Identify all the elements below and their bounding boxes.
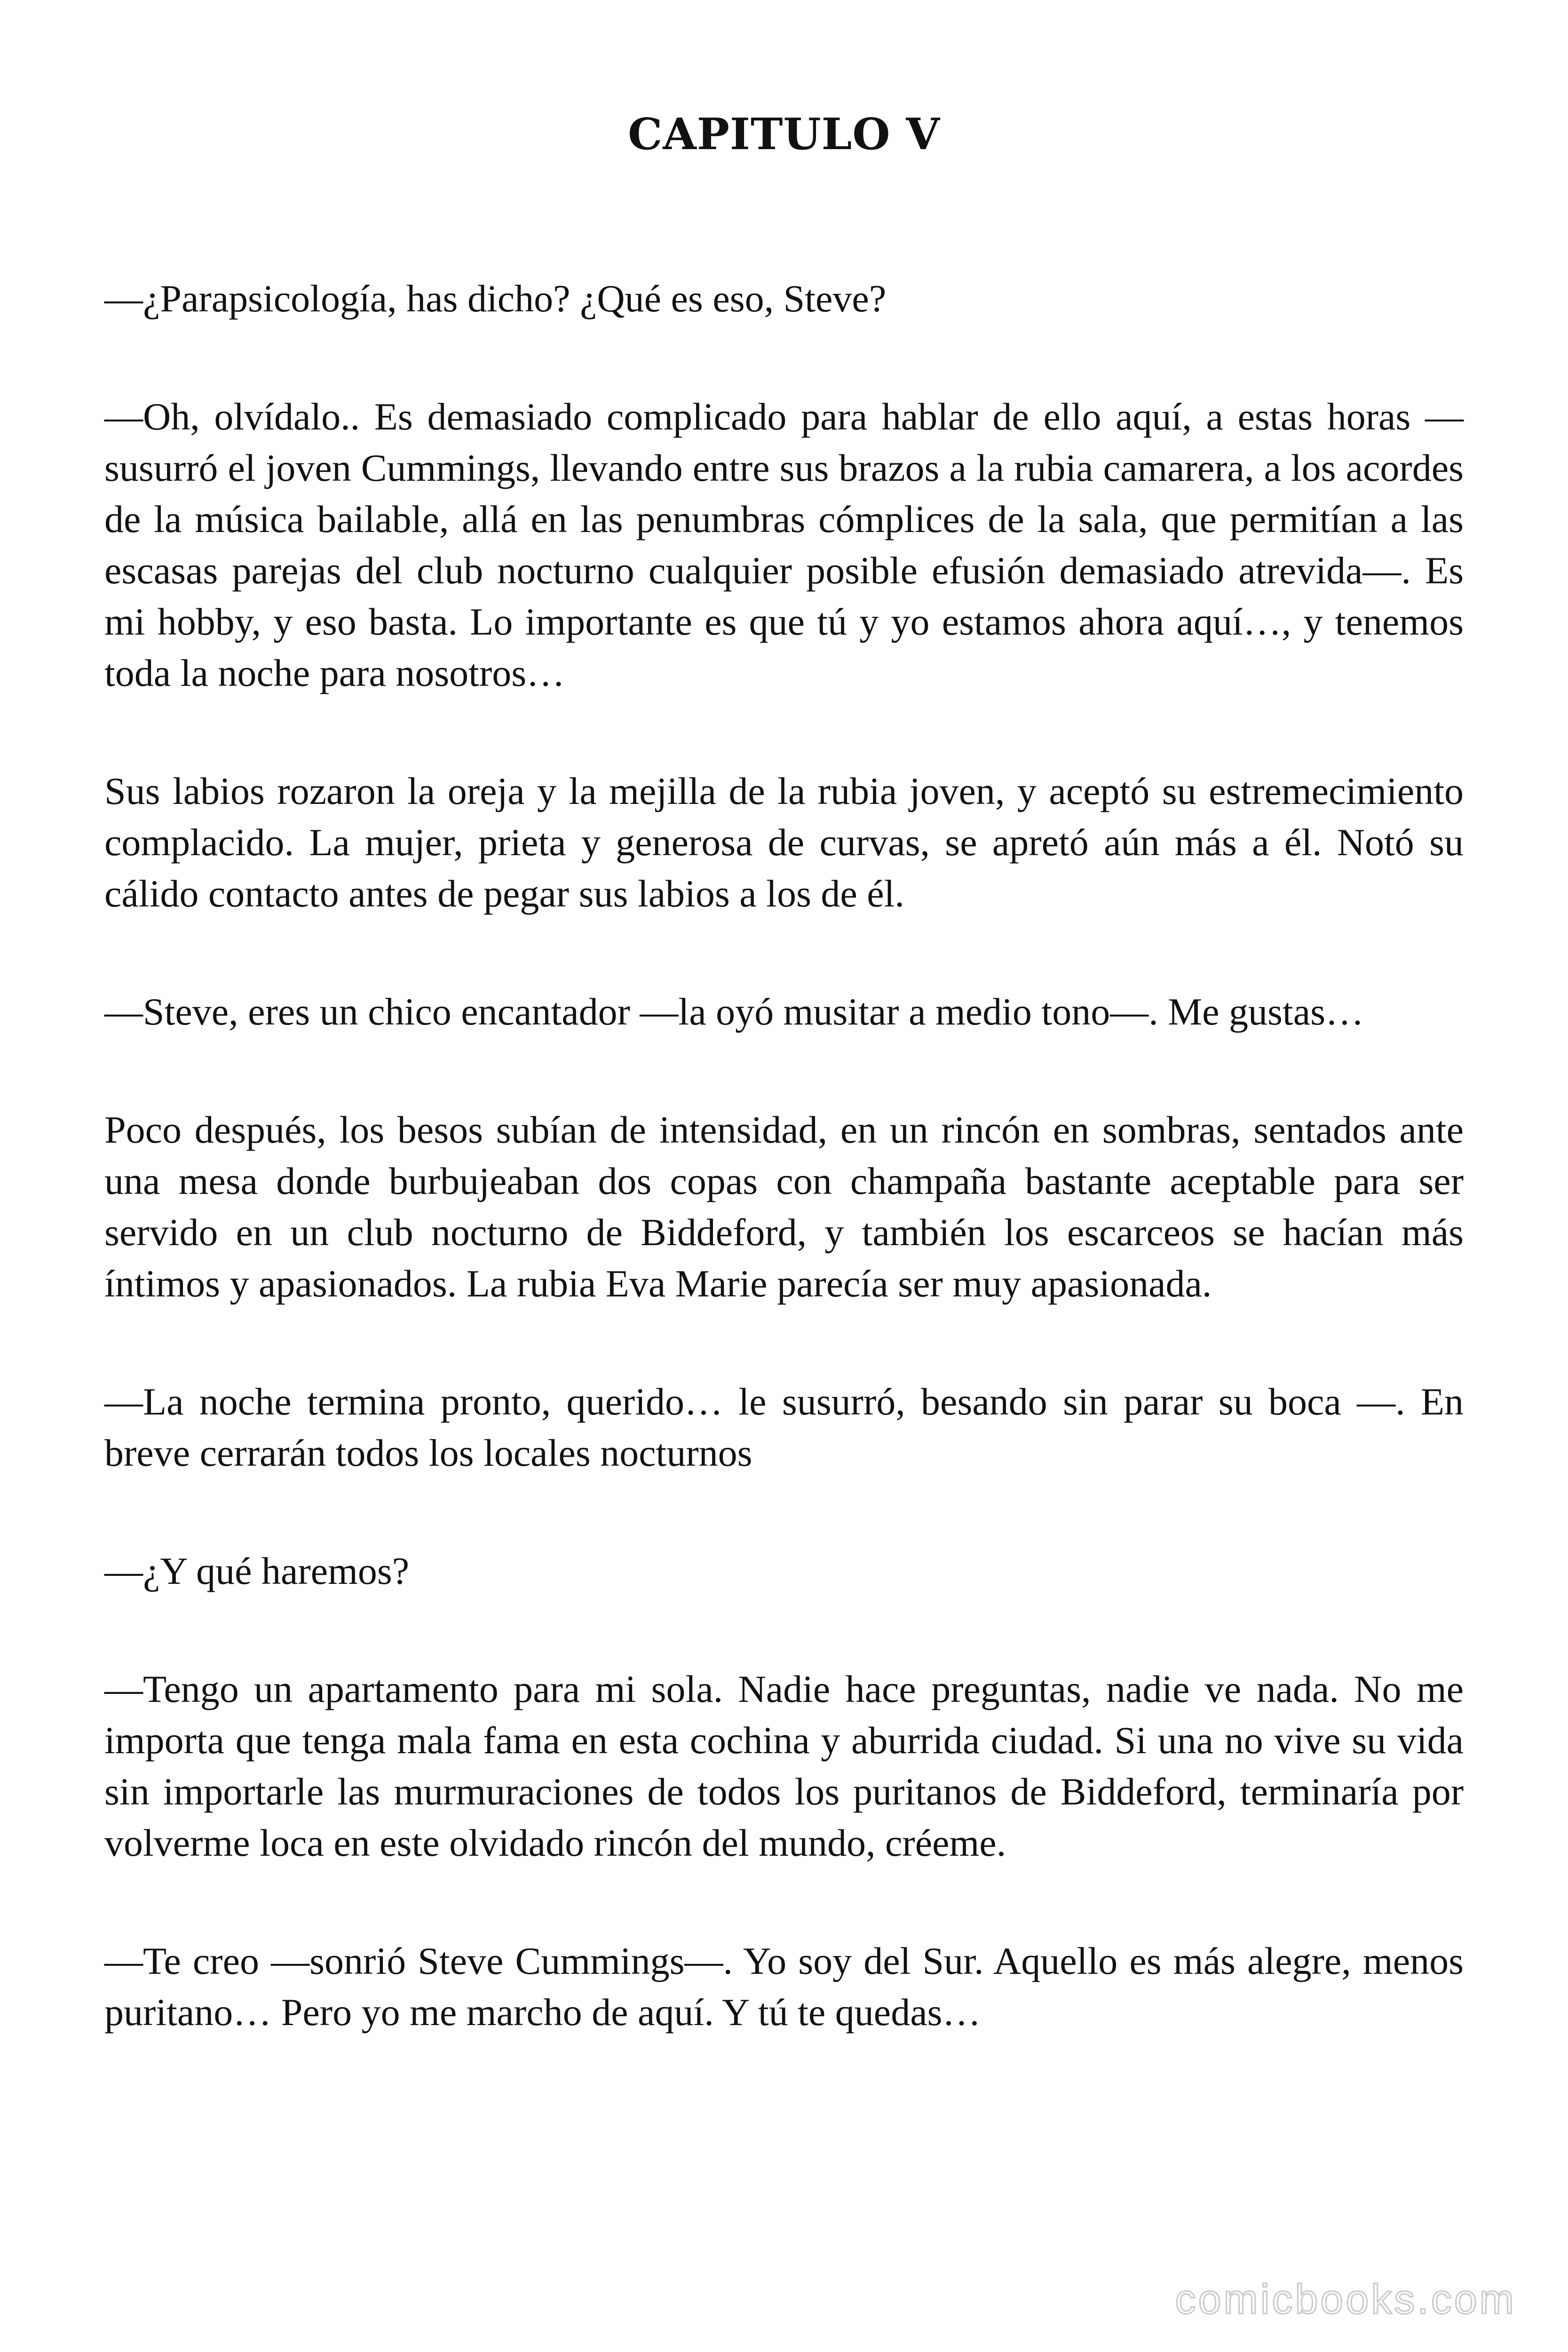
chapter-title: CAPITULO V	[628, 109, 940, 159]
chapter-body	[104, 273, 1464, 2105]
paragraph: —¿Y qué haremos?	[104, 1549, 410, 1592]
paragraph: —¿Parapsicología, has dicho? ¿Qué es eso, Steve?	[104, 277, 887, 320]
paragraph: —Oh, olvídalo.. Es demasiado complicado para hablar de ello aquí, a estas horas —susurró el joven Cummings, llevando entre sus brazos a la rubia camarera, a los acordes de la música bailable, allá en las penumbras cómplices de la sala, que permitían a las escasas parejas del club nocturno cualquier posible efusión demasiado atrevida—. Es mi hobby, y eso basta. Lo importante es que tú y yo estamos ahora aquí…, y tenemos toda la noche para nosotros…	[104, 395, 1464, 694]
paragraph: —La noche termina pronto, querido… le susurró, besando sin parar su boca —. En breve cerrarán todos los locales nocturnos	[104, 1380, 1464, 1474]
paragraph: —Steve, eres un chico encantador —la oyó musitar a medio tono—. Me gustas…	[104, 990, 1364, 1033]
watermark: comicbooks.com	[1175, 2276, 1516, 2322]
paragraph: Poco después, los besos subían de intensidad, en un rincón en sombras, sentados ante una mesa donde burbujeaban dos copas con champaña bastante aceptable para ser servido en un club nocturno de Biddeford, y también los escarceos se hacían más íntimos y apasionados. La rubia Eva Marie parecía ser muy apasionada.	[104, 1108, 1464, 1305]
paragraph: Sus labios rozaron la oreja y la mejilla de la rubia joven, y aceptó su estremecimiento complacido. La mujer, prieta y generosa de curvas, se apretó aún más a él. Notó su cálido contacto antes de pegar sus labios a los de él.	[104, 770, 1464, 915]
paragraph: —Tengo un apartamento para mi sola. Nadie hace preguntas, nadie ve nada. No me importa que tenga mala fama en esta cochina y aburrida ciudad. Si una no vive su vida sin importarle las murmuraciones de todos los puritanos de Biddeford, terminaría por volverme loca en este olvidado rincón del mundo, créeme.	[104, 1668, 1464, 1864]
paragraph: —Te creo —sonrió Steve Cummings—. Yo soy del Sur. Aquello es más alegre, menos puritano… Pero yo me marcho de aquí. Y tú te quedas…	[104, 1939, 1464, 2034]
